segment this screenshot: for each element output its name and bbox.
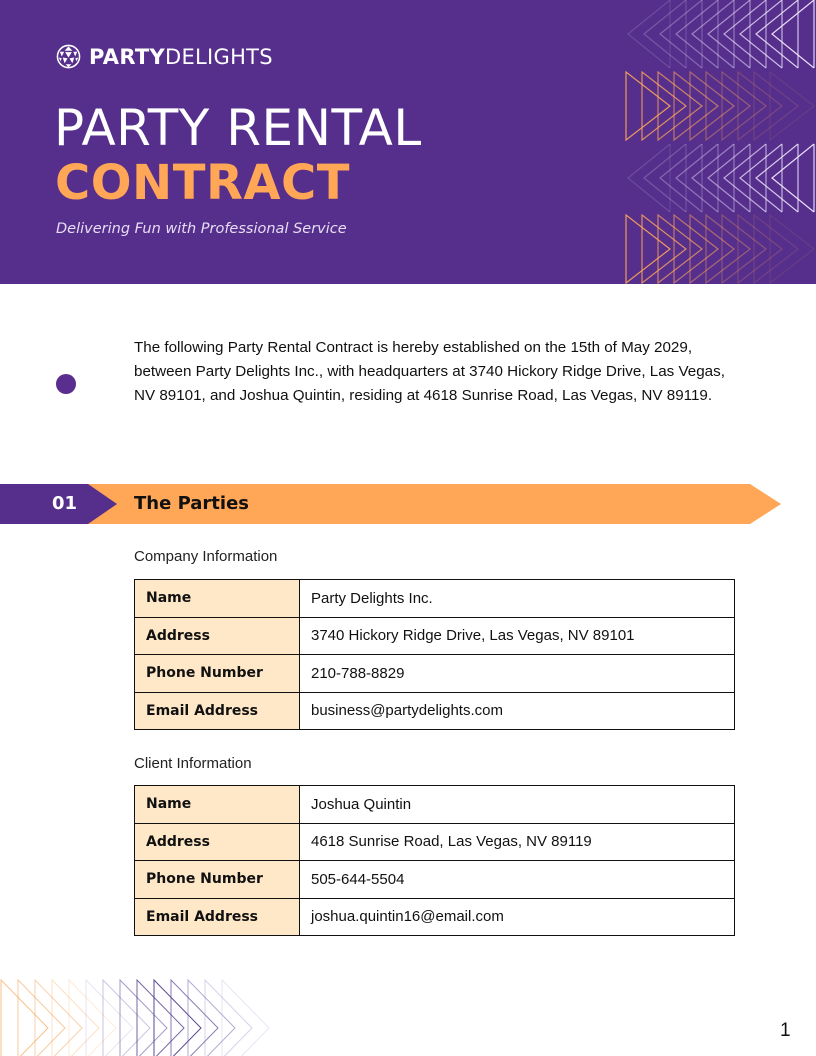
row-value: Party Delights Inc.: [300, 580, 735, 618]
row-label: Name: [135, 580, 300, 618]
row-value: 210-788-8829: [300, 655, 735, 693]
company-info-caption: Company Information: [134, 548, 278, 565]
brand-logo: [56, 44, 273, 69]
bullet-dot: [56, 374, 76, 394]
row-label: Name: [135, 786, 300, 824]
header-banner: [0, 0, 816, 284]
table-row: [135, 786, 735, 824]
row-label: Phone Number: [135, 655, 300, 693]
triangle-pattern-decoration: [600, 0, 816, 284]
table-row: [135, 898, 735, 936]
document-title-accent: CONTRACT: [55, 155, 351, 211]
table-row: [135, 823, 735, 861]
table-row: [135, 655, 735, 693]
table-row: [135, 617, 735, 655]
intro-paragraph: The following Party Rental Contract is hereby established on the 15th of May 2029, between Party Delights Inc., with headquarters at 3740 Hickory Ridge Drive, Las Vegas, NV 89101, and Joshua Quintin, residing at 4618 Sunrise Road, Las Vegas, NV 89119.: [134, 339, 725, 404]
row-value: joshua.quintin16@email.com: [300, 898, 735, 936]
triangle-pattern-decoration: [0, 975, 290, 1056]
row-label: Address: [135, 823, 300, 861]
row-label: Email Address: [135, 692, 300, 730]
disco-ball-icon: [56, 44, 81, 69]
row-value: 4618 Sunrise Road, Las Vegas, NV 89119: [300, 823, 735, 861]
row-value: business@partydelights.com: [300, 692, 735, 730]
company-info-table: [134, 579, 735, 730]
row-label: Phone Number: [135, 861, 300, 899]
table-row: [135, 861, 735, 899]
section-title: The Parties: [134, 493, 249, 514]
row-value: 3740 Hickory Ridge Drive, Las Vegas, NV 89101: [300, 617, 735, 655]
section-number: 01: [52, 493, 78, 514]
client-info-table: [134, 785, 735, 936]
table-row: [135, 580, 735, 618]
row-label: Address: [135, 617, 300, 655]
table-row: [135, 692, 735, 730]
section-header-bar: [0, 484, 816, 524]
document-title: PARTY RENTAL: [54, 99, 422, 157]
section-arrow-shape: [0, 484, 816, 524]
page-number: 1: [780, 1020, 791, 1041]
row-value: 505-644-5504: [300, 861, 735, 899]
tagline: Delivering Fun with Professional Service: [56, 221, 347, 237]
row-value: Joshua Quintin: [300, 786, 735, 824]
row-label: Email Address: [135, 898, 300, 936]
brand-name: PARTYDELIGHTS: [89, 44, 273, 69]
client-info-caption: Client Information: [134, 755, 252, 772]
